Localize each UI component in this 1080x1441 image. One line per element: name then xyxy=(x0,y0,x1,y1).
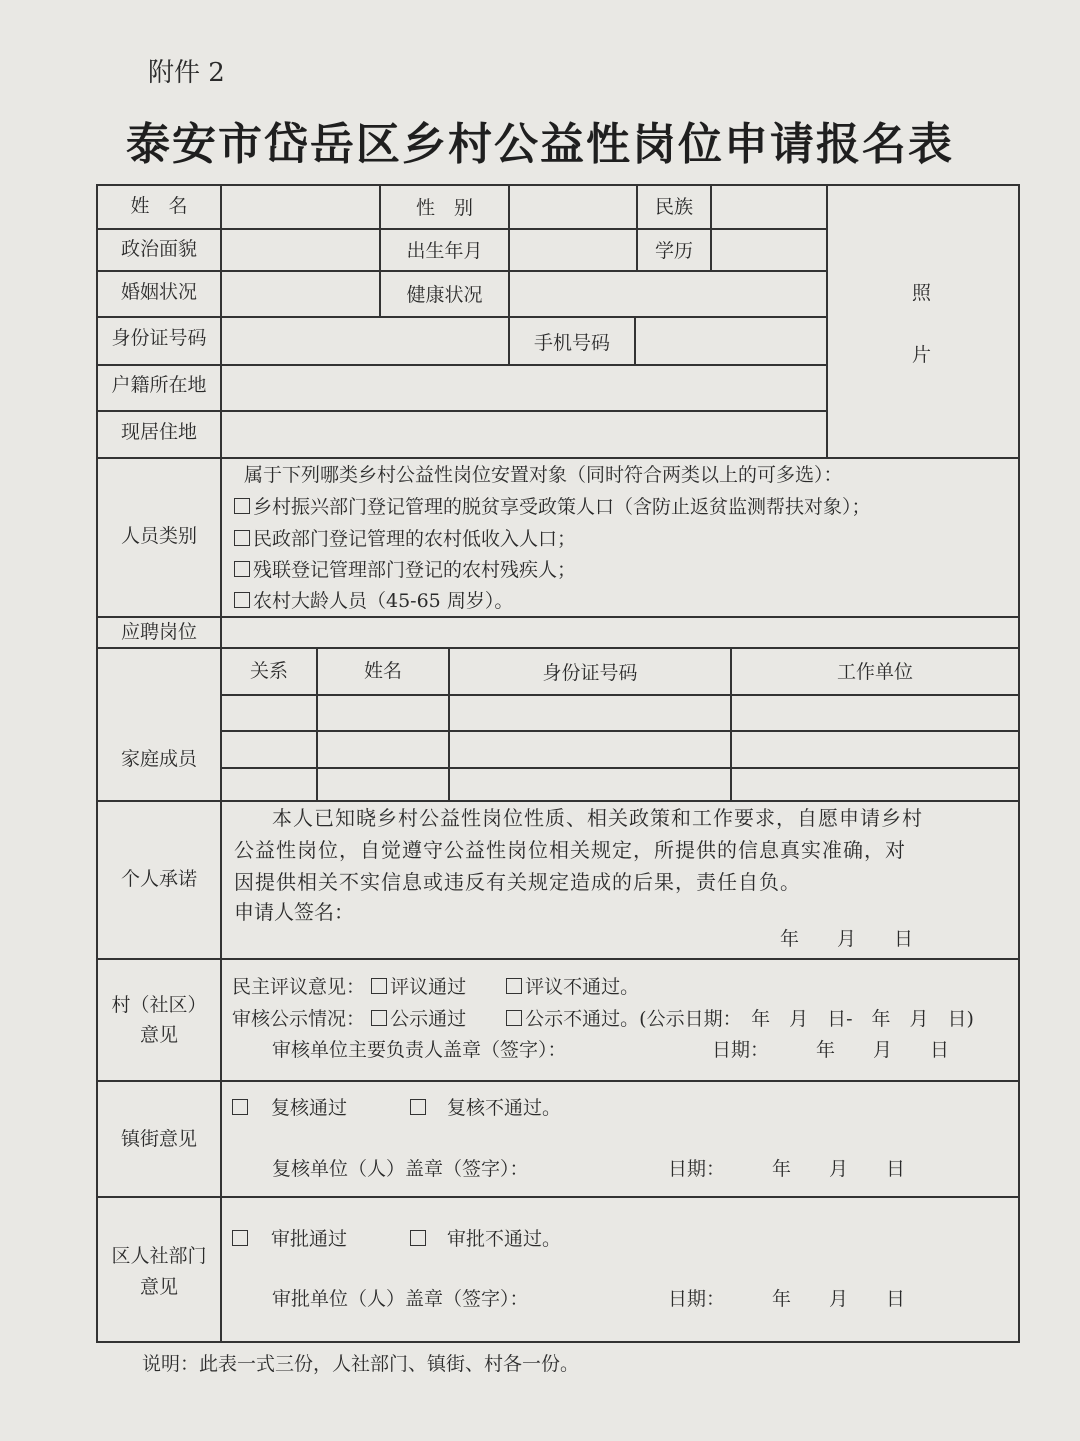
checkbox-icon xyxy=(371,1010,387,1026)
category-option-3[interactable]: 残联登记管理部门登记的农村残疾人； xyxy=(234,561,576,580)
publicity-label: 审核公示情况： xyxy=(232,1008,366,1030)
town-label: 镇街意见 xyxy=(120,1128,197,1150)
town-date: 年 月 日 xyxy=(772,1158,906,1180)
row-line xyxy=(96,616,1020,618)
table-border-top xyxy=(96,184,1020,186)
row-line xyxy=(96,364,828,366)
town-date-label: 日期： xyxy=(668,1158,726,1180)
checkbox-icon xyxy=(410,1099,426,1115)
checkbox-icon xyxy=(234,530,250,546)
row-line xyxy=(96,800,1020,802)
row-line xyxy=(96,410,828,412)
review-label: 民主评议意见： xyxy=(232,976,366,998)
checkbox-icon xyxy=(506,1010,522,1026)
village-seal-label: 审核单位主要负责人盖章（签字）： xyxy=(272,1039,567,1061)
phone-label: 手机号码 xyxy=(533,332,610,354)
village-publicity-row xyxy=(232,1010,974,1029)
birth-label: 出生年月 xyxy=(406,240,483,262)
family-label: 家庭成员 xyxy=(120,748,197,770)
district-fail-option[interactable]: 审批不通过。 xyxy=(410,1230,561,1249)
row-line xyxy=(96,647,1020,649)
table-border-right xyxy=(1018,184,1020,1343)
row-line xyxy=(96,270,828,272)
education-label: 学历 xyxy=(654,240,693,262)
photo-divider xyxy=(826,184,828,459)
family-col-employer: 工作单位 xyxy=(836,661,913,683)
category-option-1[interactable]: 乡村振兴部门登记管理的脱贫享受政策人口（含防止返贫监测帮扶对象）； xyxy=(234,498,871,517)
ethnicity-label: 民族 xyxy=(654,196,693,218)
health-label: 健康状况 xyxy=(406,284,483,306)
checkbox-icon xyxy=(232,1099,248,1115)
col-line xyxy=(710,184,712,272)
family-row-line xyxy=(220,730,1020,732)
form-title: 泰安市岱岳区乡村公益性岗位申请报名表 xyxy=(126,119,954,170)
attachment-label: 附件 2 xyxy=(148,58,225,88)
village-review-row xyxy=(232,978,639,997)
category-option-4[interactable]: 农村大龄人员（45-65 周岁）。 xyxy=(234,592,513,611)
village-label-2: 意见 xyxy=(139,1024,178,1046)
photo-label-1: 照 xyxy=(912,282,932,304)
footnote: 说明：此表一式三份，人社部门、镇街、村各一份。 xyxy=(142,1353,580,1375)
checkbox-icon xyxy=(234,498,250,514)
row-line xyxy=(96,228,828,230)
id-number-label: 身份证号码 xyxy=(111,327,207,349)
name-label: 姓 名 xyxy=(130,195,188,217)
district-date: 年 月 日 xyxy=(772,1288,906,1310)
applicant-signature-label: 申请人签名： xyxy=(234,900,354,924)
checkbox-icon xyxy=(410,1230,426,1246)
town-seal-label: 复核单位（人）盖章（签字）： xyxy=(272,1158,529,1180)
photo-label-2: 片 xyxy=(912,344,932,366)
pledge-date: 年 月 日 xyxy=(780,928,914,950)
checkbox-icon xyxy=(234,592,250,608)
family-row-line xyxy=(220,694,1020,696)
row-line xyxy=(96,1080,1020,1082)
pledge-label: 个人承诺 xyxy=(120,868,197,890)
district-seal-label: 审批单位（人）盖章（签字）： xyxy=(272,1288,529,1310)
district-pass-option[interactable]: 审批通过 xyxy=(232,1230,347,1249)
row-line xyxy=(96,1196,1020,1198)
row-line xyxy=(96,958,1020,960)
district-label-1: 区人社部门 xyxy=(111,1245,207,1267)
family-col-id: 身份证号码 xyxy=(542,662,638,684)
table-border-bottom xyxy=(96,1341,1020,1343)
col-line xyxy=(634,316,636,366)
family-row-line xyxy=(220,767,1020,769)
village-date-label: 日期： xyxy=(712,1039,770,1061)
row-line xyxy=(96,457,1020,459)
family-col-name: 姓名 xyxy=(363,660,402,682)
district-date-label: 日期： xyxy=(668,1288,726,1310)
village-label-1: 村（社区） xyxy=(111,994,207,1016)
checkbox-icon xyxy=(371,978,387,994)
review-fail-option[interactable]: 评议不通过。 xyxy=(506,976,639,998)
col-line xyxy=(508,184,510,318)
category-intro: 属于下列哪类乡村公益性岗位安置对象（同时符合两类以上的可多选）： xyxy=(244,464,843,486)
checkbox-icon xyxy=(234,561,250,577)
village-date: 年 月 日 xyxy=(816,1039,950,1061)
marital-label: 婚姻状况 xyxy=(120,281,197,303)
town-fail-option[interactable]: 复核不通过。 xyxy=(410,1099,561,1118)
district-label-2: 意见 xyxy=(139,1276,178,1298)
position-label: 应聘岗位 xyxy=(120,621,197,643)
publicity-pass-option[interactable]: 公示通过 xyxy=(371,1008,466,1030)
pledge-line-3: 因提供相关不实信息或违反有关规定造成的后果，责任自负。 xyxy=(234,870,801,894)
publicity-fail-option[interactable]: 公示不通过。(公示日期： 年 月 日- 年 月 日) xyxy=(506,1008,974,1030)
pledge-line-1: 本人已知晓乡村公益性岗位性质、相关政策和工作要求，自愿申请乡村 xyxy=(272,806,923,830)
review-pass-option[interactable]: 评议通过 xyxy=(371,976,466,998)
family-col-relation: 关系 xyxy=(249,660,288,682)
residence-label: 现居住地 xyxy=(120,421,197,443)
category-label: 人员类别 xyxy=(120,525,197,547)
political-label: 政治面貌 xyxy=(120,238,197,260)
checkbox-icon xyxy=(506,978,522,994)
gender-label: 性 别 xyxy=(415,197,473,219)
row-line xyxy=(96,316,828,318)
checkbox-icon xyxy=(232,1230,248,1246)
category-option-2[interactable]: 民政部门登记管理的农村低收入人口； xyxy=(234,530,576,549)
pledge-line-2: 公益性岗位，自觉遵守公益性岗位相关规定，所提供的信息真实准确，对 xyxy=(234,838,906,862)
hukou-label: 户籍所在地 xyxy=(111,374,207,396)
town-pass-option[interactable]: 复核通过 xyxy=(232,1099,347,1118)
